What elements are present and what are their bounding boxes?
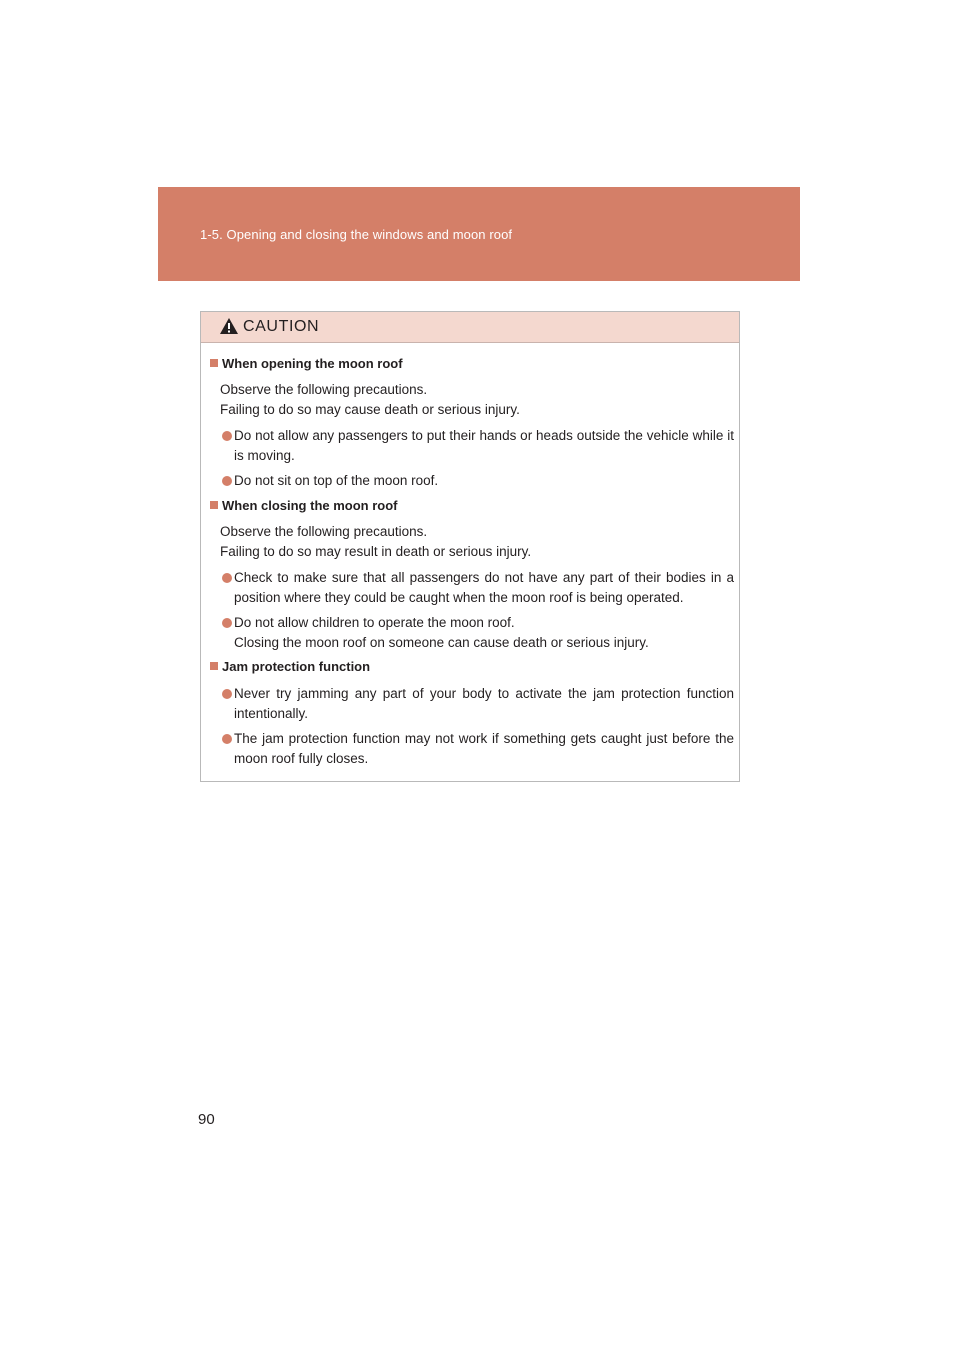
- bullet-dot-icon: [222, 689, 232, 699]
- square-bullet-icon: [210, 662, 218, 670]
- bullet-item: Do not allow any passengers to put their hands or heads outside the vehicle while it is moving.: [222, 426, 734, 466]
- bullet-item: Check to make sure that all passengers do not have any part of their bodies in a position where they could be caught when the moon roof is being operated.: [222, 568, 734, 608]
- page-number: 90: [198, 1111, 215, 1128]
- square-bullet-icon: [210, 359, 218, 367]
- paragraph: Observe the following precautions.: [220, 524, 428, 539]
- bullet-dot-icon: [222, 734, 232, 744]
- paragraph: Observe the following precautions.: [220, 382, 428, 397]
- paragraph: Failing to do so may result in death or serious injury.: [220, 544, 532, 559]
- section-heading: When closing the moon roof: [210, 498, 398, 513]
- warning-triangle-icon: [219, 317, 239, 335]
- square-bullet-icon: [210, 501, 218, 509]
- caution-box: [200, 311, 740, 782]
- header-band: [158, 187, 800, 281]
- section-heading: When opening the moon roof: [210, 356, 403, 371]
- bullet-item: Do not allow children to operate the moon roof. Closing the moon roof on someone can cause death or serious injury.: [222, 613, 734, 653]
- bullet-dot-icon: [222, 431, 232, 441]
- bullet-item: Do not sit on top of the moon roof.: [222, 471, 734, 491]
- bullet-dot-icon: [222, 618, 232, 628]
- section-heading: Jam protection function: [210, 659, 370, 674]
- bullet-dot-icon: [222, 573, 232, 583]
- caution-header: [201, 312, 739, 343]
- caution-label: CAUTION: [243, 318, 320, 335]
- bullet-dot-icon: [222, 476, 232, 486]
- bullet-item: Never try jamming any part of your body to activate the jam protection function intentionally.: [222, 684, 734, 724]
- bullet-item: The jam protection function may not work if something gets caught just before the moon roof fully closes.: [222, 729, 734, 769]
- paragraph: Failing to do so may cause death or serious injury.: [220, 402, 520, 417]
- section-title: 1-5. Opening and closing the windows and moon roof: [200, 227, 513, 242]
